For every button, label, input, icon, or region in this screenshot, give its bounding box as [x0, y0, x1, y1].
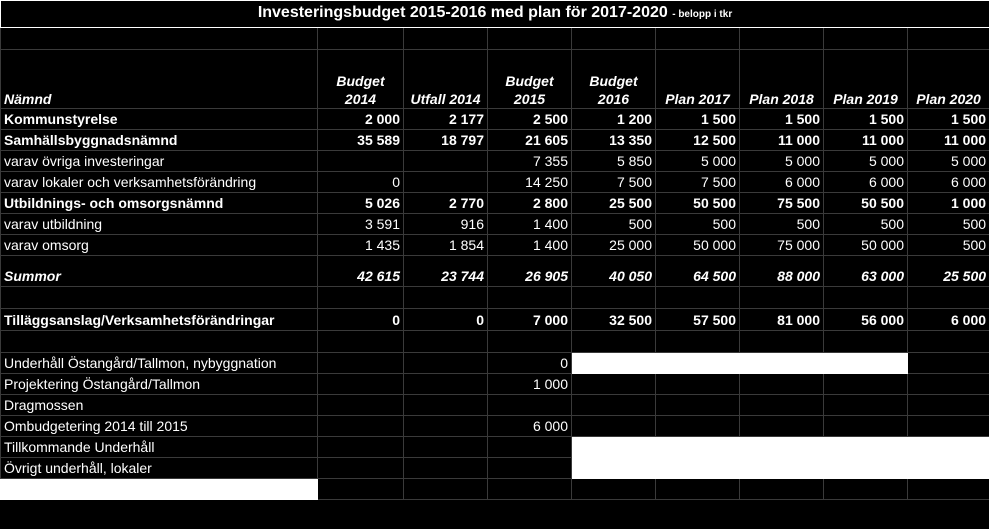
cell-value: 6 000	[824, 172, 908, 193]
col-header-budget-2016: Budget 2016	[572, 50, 656, 109]
table-row	[1, 130, 989, 151]
cell-value: 5 000	[824, 151, 908, 172]
table-row: Tillkommande Underhåll	[1, 437, 989, 458]
cell-value: 75 500	[740, 193, 824, 214]
cell-value: 25 000	[572, 235, 656, 256]
cell-value: 6 000	[908, 172, 989, 193]
cell-value: 1 400	[488, 235, 572, 256]
cell-value: 11 000	[908, 130, 989, 151]
row-label: varav omsorg	[1, 235, 318, 256]
cell-value: 32 500	[572, 309, 656, 331]
cell-value: 2 500	[488, 109, 572, 130]
cell-value: 50 500	[824, 193, 908, 214]
cell-value: 26 905	[488, 256, 572, 287]
cell-value: 500	[740, 214, 824, 235]
cell-value: 500	[656, 214, 740, 235]
cell-value: 2 000	[318, 109, 404, 130]
cell-value: 14 250	[488, 172, 572, 193]
cell-value: 88 000	[740, 256, 824, 287]
cell-value: 56 000	[824, 309, 908, 331]
col-header-utfall-2014: Utfall 2014	[404, 50, 488, 109]
cell-value: 5 000	[740, 151, 824, 172]
cell-value: 11 000	[740, 130, 824, 151]
table-row	[1, 109, 989, 130]
cell-value: 35 589	[318, 130, 404, 151]
cell-value	[318, 151, 404, 172]
cell-value: 25 500	[908, 256, 989, 287]
title-note: - belopp i tkr	[672, 9, 733, 20]
cell-value: 75 000	[740, 235, 824, 256]
col-header-budget-2014: Budget 2014	[318, 50, 404, 109]
cell-value: 42 615	[318, 256, 404, 287]
cell-value: 5 000	[908, 151, 989, 172]
col-header-plan-2017: Plan 2017	[656, 50, 740, 109]
cell-value: 500	[908, 214, 989, 235]
row-label: Tilläggsanslag/Verksamhetsförändringar	[1, 309, 318, 331]
cell-value: 1 500	[824, 109, 908, 130]
cell-value: 7 500	[656, 172, 740, 193]
col-header-plan-2020: Plan 2020	[908, 50, 989, 109]
cell-value: 13 350	[572, 130, 656, 151]
table-row: Underhåll Östangård/Tallmon, nybyggnation 0	[1, 353, 989, 374]
table-row	[1, 309, 989, 331]
table-row	[1, 172, 989, 193]
cell-value: 50 000	[656, 235, 740, 256]
row-label: Summor	[1, 256, 318, 287]
cell-value: 1 000	[908, 193, 989, 214]
cell-value: 0	[404, 309, 488, 331]
table-row	[1, 256, 989, 287]
table-row: Dragmossen	[1, 395, 989, 416]
cell-value: 7 000	[488, 309, 572, 331]
cell-value: 5 850	[572, 151, 656, 172]
cell-value: 50 000	[824, 235, 908, 256]
cell-value: 2 770	[404, 193, 488, 214]
cell-value	[404, 172, 488, 193]
cell-value: 1 854	[404, 235, 488, 256]
table-row	[1, 235, 989, 256]
cell-value: 500	[824, 214, 908, 235]
cell-value: 2 177	[404, 109, 488, 130]
cell-value: 5 026	[318, 193, 404, 214]
cell-value: 11 000	[824, 130, 908, 151]
cell-value: 500	[908, 235, 989, 256]
cell-value: 7 500	[572, 172, 656, 193]
table-row: Ombudgetering 2014 till 2015 6 000	[1, 416, 989, 437]
cell-value: 2 800	[488, 193, 572, 214]
cell-value: 0	[318, 172, 404, 193]
cell-value: 1 500	[908, 109, 989, 130]
cell-value: 1 400	[488, 214, 572, 235]
row-label: Samhällsbyggnadsnämnd	[1, 130, 318, 151]
table-row	[1, 193, 989, 214]
cell-value: 50 500	[656, 193, 740, 214]
cell-value: 7 355	[488, 151, 572, 172]
cell-value: 64 500	[656, 256, 740, 287]
cell-value: 6 000	[740, 172, 824, 193]
cell-value: 57 500	[656, 309, 740, 331]
cell-value: 12 500	[656, 130, 740, 151]
col-header-budget-2015: Budget 2015	[488, 50, 572, 109]
col-header-plan-2018: Plan 2018	[740, 50, 824, 109]
cell-value: 0	[318, 309, 404, 331]
table-row: Övrigt underhåll, lokaler	[1, 458, 989, 479]
cell-value: 500	[572, 214, 656, 235]
cell-value: 23 744	[404, 256, 488, 287]
cell-value: 1 500	[740, 109, 824, 130]
table-row: Projektering Östangård/Tallmon 1 000	[1, 374, 989, 395]
cell-value: 1 200	[572, 109, 656, 130]
cell-value: 21 605	[488, 130, 572, 151]
col-header-namnd: Nämnd	[1, 50, 318, 109]
row-label: Utbildnings- och omsorgsnämnd	[1, 193, 318, 214]
col-header-plan-2019: Plan 2019	[824, 50, 908, 109]
row-label: Kommunstyrelse	[1, 109, 318, 130]
row-label: varav lokaler och verksamhetsförändring	[1, 172, 318, 193]
cell-value: 916	[404, 214, 488, 235]
cell-value: 40 050	[572, 256, 656, 287]
cell-value: 25 500	[572, 193, 656, 214]
table-row	[1, 214, 989, 235]
cell-value: 18 797	[404, 130, 488, 151]
cell-value: 63 000	[824, 256, 908, 287]
cell-value: 1 435	[318, 235, 404, 256]
cell-value: 5 000	[656, 151, 740, 172]
cell-value: 3 591	[318, 214, 404, 235]
cell-value: 1 500	[656, 109, 740, 130]
table-row	[1, 151, 989, 172]
cell-value	[404, 151, 488, 172]
table-title: Investeringsbudget 2015-2016 med plan för 2017-2020 - belopp i tkr	[1, 1, 989, 28]
row-label: varav utbildning	[1, 214, 318, 235]
cell-value: 6 000	[908, 309, 989, 331]
header-row	[1, 50, 989, 109]
cell-value: 81 000	[740, 309, 824, 331]
row-label: varav övriga investeringar	[1, 151, 318, 172]
